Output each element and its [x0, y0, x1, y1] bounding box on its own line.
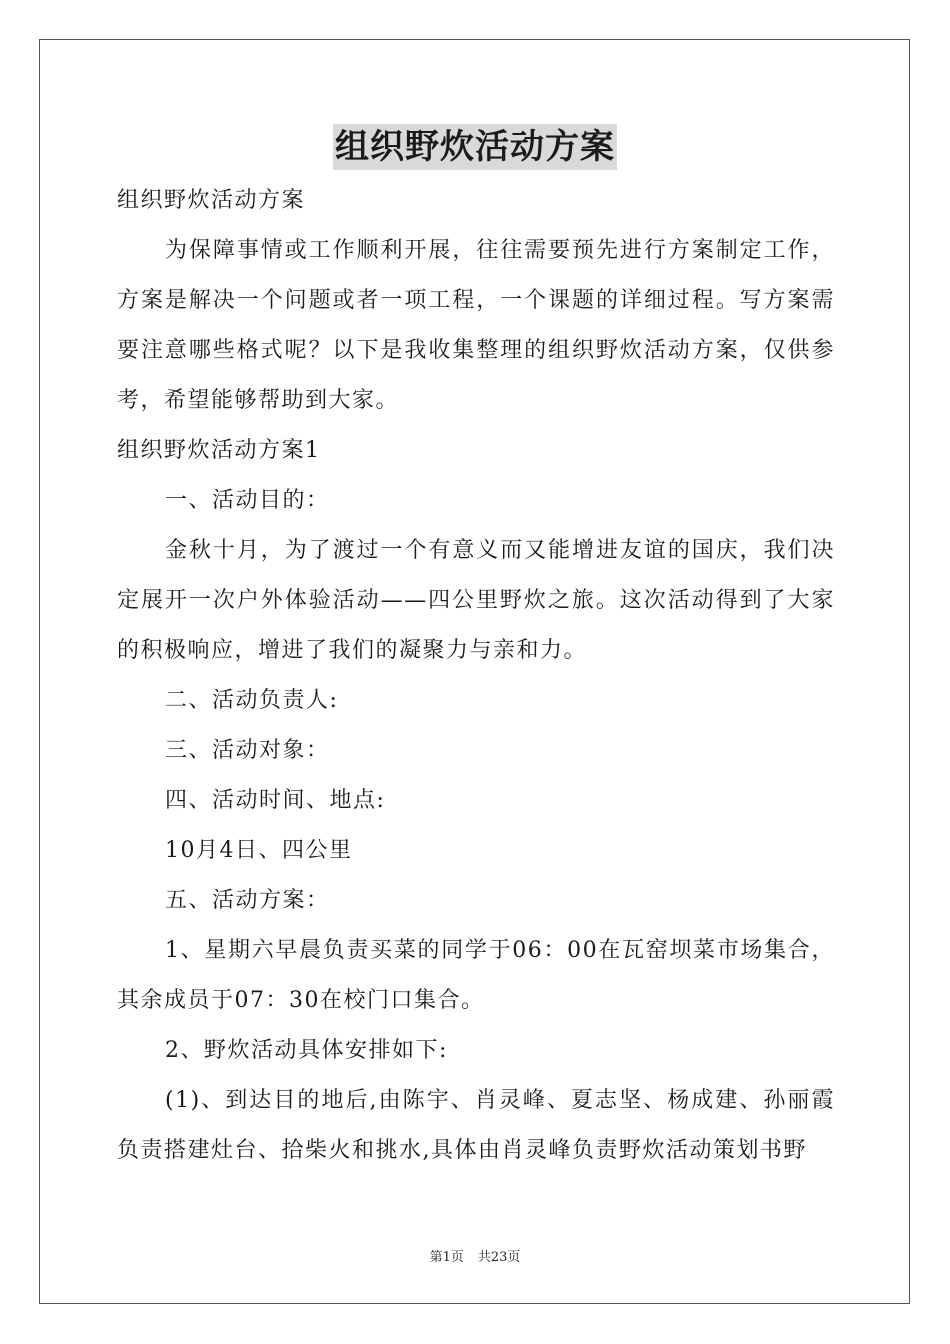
paragraph: 10月4日、四公里	[165, 838, 353, 863]
page-footer	[0, 1246, 950, 1265]
paragraph: 四、活动时间、地点:	[165, 788, 386, 813]
paragraph: 2、野炊活动具体安排如下:	[165, 1038, 448, 1063]
page-number: 第1页	[429, 1250, 464, 1265]
paragraph: 为保障事情或工作顺利开展，往往需要预先进行方案制定工作，方案是解决一个问题或者一项工程，一个课题的详细过程。写方案需要注意哪些格式呢？以下是我收集整理的组织野炊活动方案，仅供参考，希望能够帮助到大家。	[117, 238, 835, 413]
document-title: 组织野炊活动方案	[333, 124, 617, 170]
paragraph: 三、活动对象：	[165, 738, 330, 763]
page-total: 共23页	[477, 1250, 521, 1265]
paragraph: 二、活动负责人:	[165, 688, 339, 713]
paragraph: 五、活动方案：	[165, 888, 330, 913]
section-heading: 组织野炊活动方案1	[117, 438, 321, 463]
paragraph: 金秋十月，为了渡过一个有意义而又能增进友谊的国庆，我们决定展开一次户外体验活动——四公里野炊之旅。这次活动得到了大家的积极响应，增进了我们的凝聚力与亲和力。	[117, 538, 835, 663]
title-container	[0, 124, 950, 170]
paragraph: (1)、到达目的地后,由陈宇、肖灵峰、夏志坚、杨成建、孙丽霞负责搭建灶台、拾柴火和挑水,具体由肖灵峰负责野炊活动策划书野	[117, 1088, 835, 1163]
document-body	[117, 176, 835, 1176]
paragraph: 一、活动目的：	[165, 488, 330, 513]
paragraph: 组织野炊活动方案	[117, 188, 306, 213]
paragraph: 1、星期六早晨负责买菜的同学于06：00在瓦窑坝菜市场集合，其余成员于07：30在校门口集合。	[117, 938, 835, 1013]
